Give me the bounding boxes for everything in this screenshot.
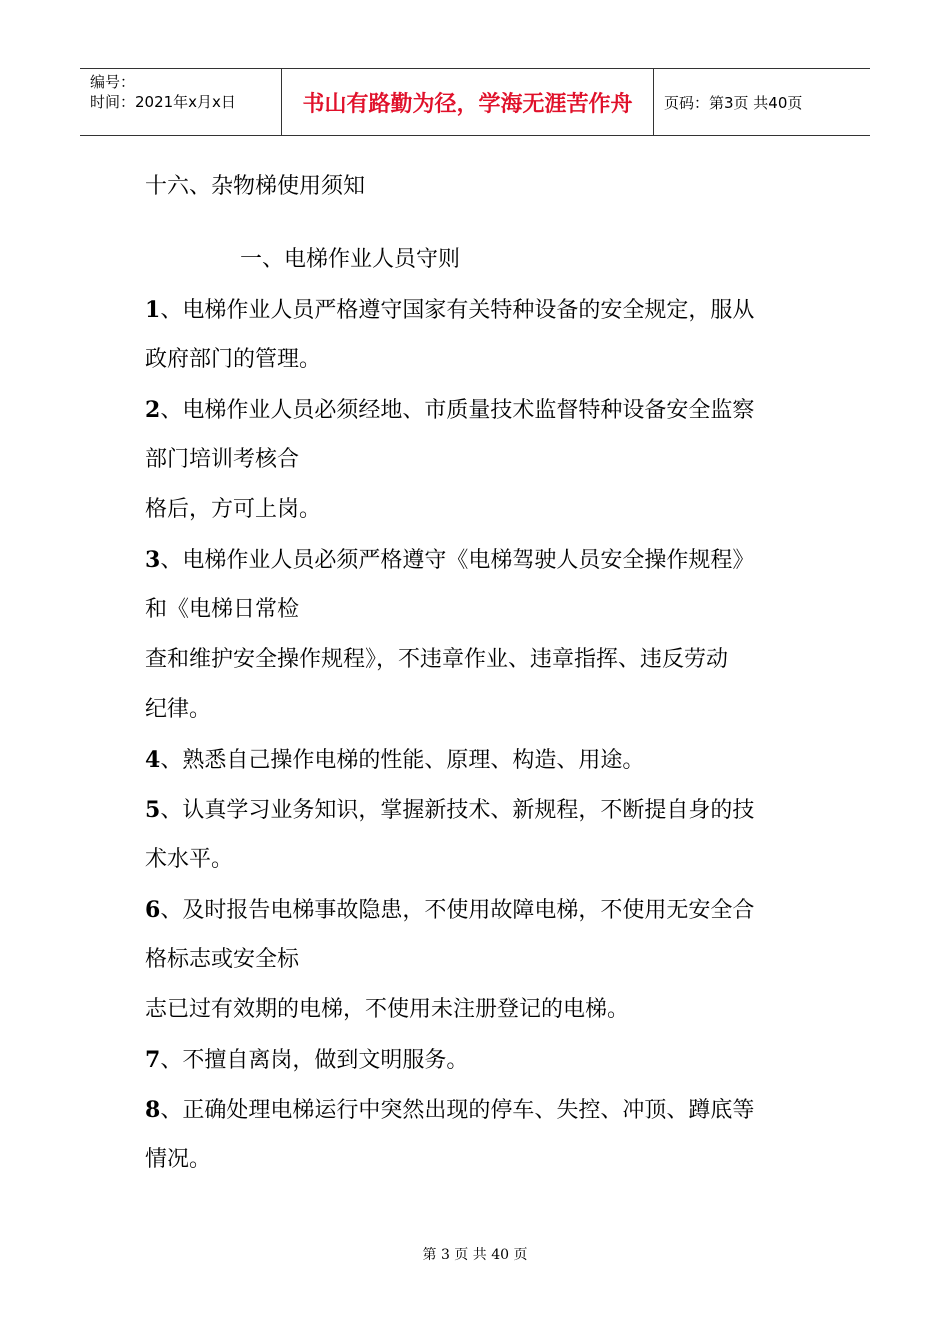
paragraph-line [145, 735, 825, 785]
paragraph-line [145, 435, 825, 485]
document-body [145, 160, 825, 1185]
document-title: 十六、杂物梯使用须知 [145, 174, 366, 199]
paragraph-line [145, 935, 825, 985]
paragraph-line [145, 1135, 825, 1185]
line-text: 志已过有效期的电梯，不使用未注册登记的电梯。 [145, 997, 630, 1022]
paragraph-line [145, 585, 825, 635]
paragraph-line [145, 835, 825, 885]
paragraph-line [145, 385, 825, 435]
line-text: 、熟悉自己操作电梯的性能、原理、构造、用途。 [160, 748, 645, 773]
page-footer: 第 3 页 共 40 页 [422, 1247, 528, 1263]
line-text: 、及时报告电梯事故隐患，不使用故障电梯，不使用无安全合 [160, 898, 755, 923]
paragraph-line [145, 335, 825, 385]
item-number: 7 [145, 1047, 161, 1073]
header-meta [80, 69, 281, 135]
paragraph-line [145, 285, 825, 335]
line-text: 、电梯作业人员必须经地、市质量技术监督特种设备安全监察 [160, 398, 755, 423]
paragraph-line [145, 535, 825, 585]
number-label: 编号： [90, 73, 136, 91]
line-text: 查和维护安全操作规程》，不违章作业、违章指挥、违反劳动 [145, 647, 729, 672]
line-text: 、认真学习业务知识，掌握新技术、新规程，不断提自身的技 [160, 798, 755, 823]
line-text: 格后，方可上岗。 [145, 497, 322, 522]
line-text: 、电梯作业人员必须严格遵守《电梯驾驶人员安全操作规程》 [160, 548, 755, 573]
line-text: 和《电梯日常检 [145, 597, 300, 622]
line-text: 术水平。 [145, 847, 234, 872]
line-text: 、电梯作业人员严格遵守国家有关特种设备的安全规定，服从 [160, 298, 755, 323]
item-number: 6 [145, 897, 161, 923]
line-text: 格标志或安全标 [145, 947, 300, 972]
paragraph-line [145, 1035, 825, 1085]
paragraph-line [145, 1085, 825, 1135]
line-text: 部门培训考核合 [145, 447, 300, 472]
item-number: 3 [145, 547, 161, 573]
paragraph-line [145, 885, 825, 935]
time-label: 时间：2021年x月x日 [90, 93, 236, 111]
paragraph-line [145, 685, 825, 735]
line-text: 纪律。 [145, 697, 212, 722]
line-text: 、正确处理电梯运行中突然出现的停车、失控、冲顶、蹲底等 [160, 1098, 755, 1123]
header-motto: 书山有路勤为径，学海无涯苦作舟 [281, 69, 654, 135]
paragraph-line [145, 785, 825, 835]
paragraph-line [145, 635, 825, 685]
line-text: 、不擅自离岗，做到文明服务。 [160, 1048, 469, 1073]
page-header [80, 68, 870, 136]
paragraph-line [145, 485, 825, 535]
rules-list [145, 285, 825, 1185]
line-text: 政府部门的管理。 [145, 347, 322, 372]
item-number: 2 [145, 397, 161, 423]
item-number: 5 [145, 797, 161, 823]
section-title: 一、电梯作业人员守则 [240, 247, 461, 272]
paragraph-line [145, 985, 825, 1035]
item-number: 8 [145, 1097, 161, 1123]
line-text: 情况。 [145, 1147, 212, 1172]
item-number: 4 [145, 747, 161, 773]
item-number: 1 [145, 297, 161, 323]
header-page-info: 页码：第3页 共40页 [664, 93, 803, 112]
